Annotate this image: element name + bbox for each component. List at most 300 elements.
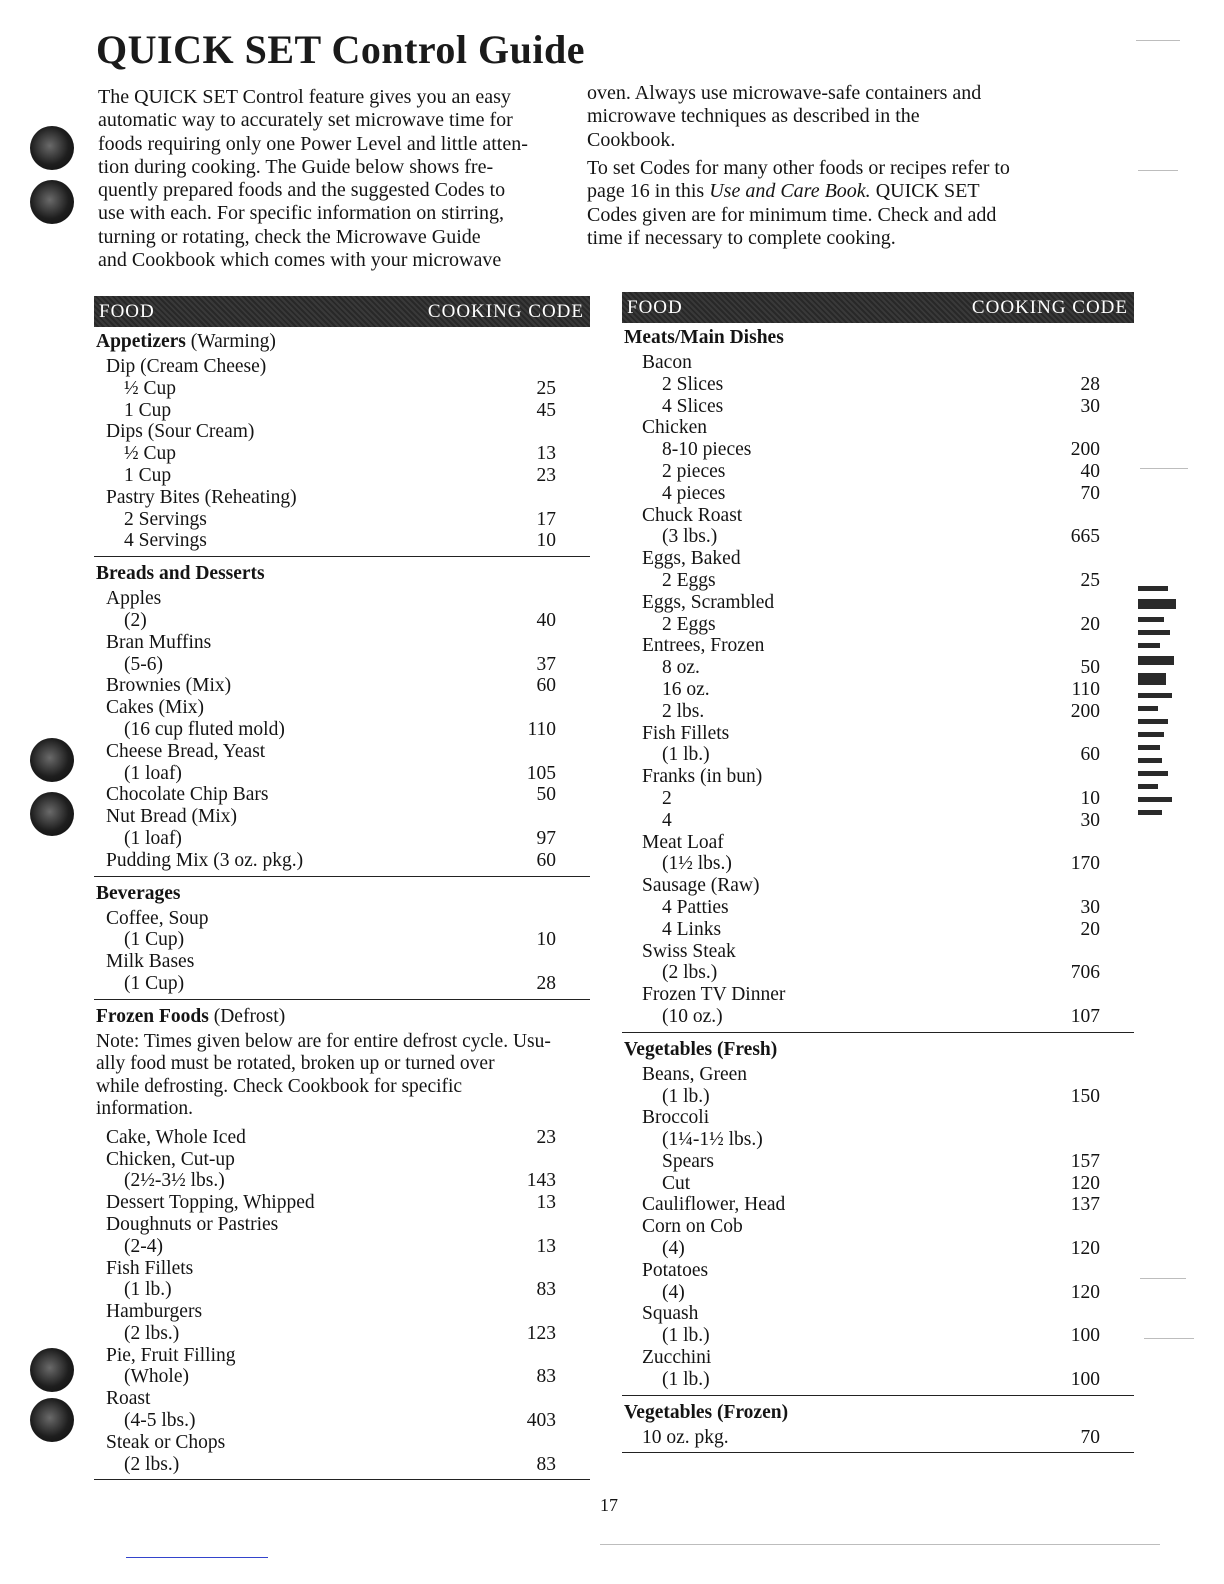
food-label: (16 cup fluted mold) bbox=[124, 718, 285, 740]
table-row bbox=[622, 1427, 1134, 1449]
table-row bbox=[622, 483, 1134, 505]
table-row bbox=[94, 509, 590, 531]
cooking-code: 170 bbox=[1070, 853, 1100, 875]
section-divider bbox=[94, 876, 590, 877]
header-food-label: FOOD bbox=[99, 300, 155, 322]
food-label: Fish Fillets bbox=[106, 1257, 194, 1279]
table-row bbox=[622, 374, 1134, 396]
food-label: Steak or Chops bbox=[106, 1431, 226, 1453]
intro-line: page 16 in this Use and Care Book. QUICK SET bbox=[587, 180, 980, 203]
note-line: Note: Times given below are for entire defrost cycle. Usu- bbox=[96, 1030, 551, 1052]
cooking-code: 110 bbox=[1071, 678, 1100, 700]
table-row bbox=[622, 919, 1134, 941]
table-row bbox=[94, 1388, 590, 1410]
food-label: Beans, Green bbox=[642, 1063, 748, 1085]
table-row bbox=[622, 461, 1134, 483]
food-label: (1 lb.) bbox=[662, 744, 710, 766]
cooking-code: 10 bbox=[536, 530, 556, 552]
cooking-code: 30 bbox=[1080, 809, 1100, 831]
food-label: Brownies (Mix) bbox=[106, 675, 232, 697]
food-label: 2 Slices bbox=[662, 373, 724, 395]
cooking-code: 13 bbox=[536, 1192, 556, 1214]
table-row bbox=[622, 1303, 1134, 1325]
table-row bbox=[622, 744, 1134, 766]
table-row bbox=[622, 701, 1134, 723]
food-label: Cheese Bread, Yeast bbox=[106, 740, 266, 762]
table-body bbox=[622, 323, 1134, 1453]
scan-edge-line bbox=[1144, 1338, 1194, 1339]
food-label: (5-6) bbox=[124, 653, 163, 675]
food-label: Coffee, Soup bbox=[106, 907, 209, 929]
table-row bbox=[94, 1214, 590, 1236]
cooking-code: 23 bbox=[536, 464, 556, 486]
section-title: Frozen Foods bbox=[96, 1005, 209, 1027]
cooking-code: 10 bbox=[1080, 787, 1100, 809]
food-label: 4 Links bbox=[662, 918, 722, 940]
table-row bbox=[94, 951, 590, 973]
intro-line: Cookbook. bbox=[587, 128, 676, 151]
binder-hole bbox=[30, 1348, 74, 1392]
food-label: (1½ lbs.) bbox=[662, 853, 732, 875]
food-label: Fish Fillets bbox=[642, 722, 730, 744]
header-cooking-code-label: COOKING CODE bbox=[971, 296, 1128, 318]
table-row bbox=[94, 421, 590, 443]
left-cooking-code-table bbox=[94, 296, 590, 1482]
food-label: Dips (Sour Cream) bbox=[106, 421, 255, 443]
table-row bbox=[94, 356, 590, 378]
cooking-code: 665 bbox=[1070, 526, 1100, 548]
food-label: 16 oz. bbox=[662, 678, 710, 700]
food-label: 2 bbox=[662, 787, 672, 809]
table-row bbox=[622, 984, 1134, 1006]
food-label: (4) bbox=[662, 1281, 685, 1303]
food-label: Chicken bbox=[642, 417, 707, 439]
table-row bbox=[94, 1301, 590, 1323]
food-label: (2½-3½ lbs.) bbox=[124, 1170, 225, 1192]
food-label: Cake, Whole Iced bbox=[106, 1126, 246, 1148]
intro-line: Codes given are for minimum time. Check and add bbox=[587, 203, 997, 226]
section-title-qualifier: (Warming) bbox=[190, 331, 276, 352]
note-line: information. bbox=[96, 1098, 193, 1120]
cooking-code: 20 bbox=[1080, 918, 1100, 940]
cooking-code: 83 bbox=[536, 1279, 556, 1301]
scan-edge-line bbox=[600, 1544, 1160, 1545]
food-label: (2 lbs.) bbox=[124, 1322, 180, 1344]
table-row bbox=[94, 697, 590, 719]
table-row bbox=[622, 1369, 1134, 1391]
food-label: Bran Muffins bbox=[106, 631, 212, 653]
food-label: Entrees, Frozen bbox=[642, 635, 765, 657]
table-row bbox=[622, 1216, 1134, 1238]
food-label: 8 oz. bbox=[662, 657, 700, 679]
table-row bbox=[622, 570, 1134, 592]
intro-line: automatic way to accurately set microwave time for bbox=[98, 109, 513, 132]
section-divider bbox=[94, 556, 590, 557]
table-row bbox=[622, 614, 1134, 636]
food-label: 2 pieces bbox=[662, 460, 726, 482]
cooking-code: 110 bbox=[527, 718, 556, 740]
cooking-code: 30 bbox=[1080, 896, 1100, 918]
food-label: (3 lbs.) bbox=[662, 526, 718, 548]
cooking-code: 30 bbox=[1080, 395, 1100, 417]
binder-hole bbox=[30, 738, 74, 782]
table-row bbox=[622, 526, 1134, 548]
cooking-code: 50 bbox=[536, 784, 556, 806]
table-row bbox=[94, 1236, 590, 1258]
table-row bbox=[94, 1170, 590, 1192]
table-row bbox=[622, 1238, 1134, 1260]
table-row bbox=[94, 1432, 590, 1454]
table-row bbox=[622, 548, 1134, 570]
note-line: ally food must be rotated, broken up or turned over bbox=[96, 1053, 495, 1075]
food-label: 2 Servings bbox=[124, 508, 207, 530]
cooking-code: 97 bbox=[536, 827, 556, 849]
table-row bbox=[622, 832, 1134, 854]
intro-line: tion during cooking. The Guide below shows fre- bbox=[98, 155, 494, 178]
cooking-code: 20 bbox=[1080, 613, 1100, 635]
food-label: 4 Servings bbox=[124, 530, 207, 552]
food-label: Dessert Topping, Whipped bbox=[106, 1192, 315, 1214]
cooking-code: 105 bbox=[526, 762, 556, 784]
cooking-code: 40 bbox=[536, 609, 556, 631]
cooking-code: 25 bbox=[1080, 569, 1100, 591]
food-label: Sausage (Raw) bbox=[642, 875, 760, 897]
table-row bbox=[94, 610, 590, 632]
table-row bbox=[622, 1006, 1134, 1028]
section-divider bbox=[94, 1479, 590, 1480]
intro-line: turning or rotating, check the Microwave Guide bbox=[98, 225, 481, 248]
food-label: 2 Eggs bbox=[662, 613, 716, 635]
food-label: 4 bbox=[662, 809, 672, 831]
cooking-code: 60 bbox=[536, 849, 556, 871]
food-label: Swiss Steak bbox=[642, 940, 736, 962]
section-title: Vegetables (Fresh) bbox=[624, 1038, 778, 1060]
cooking-code: 157 bbox=[1070, 1150, 1100, 1172]
table-row bbox=[94, 929, 590, 951]
table-row bbox=[622, 723, 1134, 745]
food-label: 1 Cup bbox=[124, 399, 172, 421]
intro-right-paragraph-1 bbox=[587, 82, 1067, 152]
cooking-code: 123 bbox=[526, 1322, 556, 1344]
table-row bbox=[622, 810, 1134, 832]
table-row bbox=[622, 1129, 1134, 1151]
table-row bbox=[94, 1323, 590, 1345]
table-row bbox=[622, 679, 1134, 701]
food-label: Pastry Bites (Reheating) bbox=[106, 486, 297, 508]
food-label: (10 oz.) bbox=[662, 1005, 723, 1027]
food-label: Dip (Cream Cheese) bbox=[106, 356, 267, 377]
food-label: Pudding Mix (3 oz. pkg.) bbox=[106, 849, 304, 871]
cooking-code: 70 bbox=[1080, 1426, 1100, 1448]
table-row bbox=[622, 941, 1134, 963]
section-divider bbox=[622, 1032, 1134, 1033]
table-row bbox=[622, 1086, 1134, 1108]
page-number: 17 bbox=[600, 1495, 618, 1515]
food-label: Chicken, Cut-up bbox=[106, 1148, 235, 1170]
cooking-code: 706 bbox=[1070, 962, 1100, 984]
header-cooking-code-label: COOKING CODE bbox=[427, 300, 584, 322]
cooking-code: 28 bbox=[536, 972, 556, 994]
table-row bbox=[622, 592, 1134, 614]
scan-edge-line bbox=[1140, 468, 1188, 469]
food-label: Cakes (Mix) bbox=[106, 697, 205, 719]
table-row bbox=[622, 875, 1134, 897]
table-row bbox=[622, 352, 1134, 374]
table-row bbox=[94, 741, 590, 763]
binder-hole bbox=[30, 792, 74, 836]
food-label: Eggs, Baked bbox=[642, 548, 741, 570]
cooking-code: 40 bbox=[1080, 460, 1100, 482]
food-label: Spears bbox=[662, 1150, 714, 1172]
intro-line: quently prepared foods and the suggested Codes to bbox=[98, 179, 506, 202]
table-row bbox=[94, 1410, 590, 1432]
table-row bbox=[94, 530, 590, 552]
food-label: Apples bbox=[106, 588, 162, 610]
food-label: Meat Loaf bbox=[642, 831, 724, 853]
food-label: 8-10 pieces bbox=[662, 439, 752, 461]
food-label: Zucchini bbox=[642, 1347, 712, 1369]
food-label: ½ Cup bbox=[124, 377, 177, 399]
table-row bbox=[94, 1454, 590, 1476]
cooking-code: 28 bbox=[1080, 373, 1100, 395]
section-divider bbox=[622, 1395, 1134, 1396]
table-row bbox=[94, 487, 590, 509]
food-label: (1 lb.) bbox=[662, 1325, 710, 1347]
section-title: Vegetables (Frozen) bbox=[624, 1401, 789, 1423]
intro-line: use with each. For specific information on stirring, bbox=[98, 202, 505, 225]
section-heading bbox=[622, 323, 1134, 352]
table-row bbox=[622, 853, 1134, 875]
food-label: Chuck Roast bbox=[642, 504, 743, 526]
cooking-code: 17 bbox=[536, 508, 556, 530]
table-row bbox=[94, 1127, 590, 1149]
table-row bbox=[622, 657, 1134, 679]
food-label: Broccoli bbox=[642, 1107, 710, 1129]
table-row bbox=[622, 1064, 1134, 1086]
cooking-code: 150 bbox=[1070, 1085, 1100, 1107]
table-row bbox=[622, 1151, 1134, 1173]
food-label: Cut bbox=[662, 1172, 691, 1194]
cooking-code: 107 bbox=[1070, 1005, 1100, 1027]
intro-left-paragraph bbox=[98, 86, 568, 272]
cooking-code: 70 bbox=[1080, 482, 1100, 504]
table-row bbox=[94, 1258, 590, 1280]
intro-line: To set Codes for many other foods or recipes refer to bbox=[587, 157, 1010, 179]
table-row bbox=[94, 400, 590, 422]
cooking-code: 37 bbox=[536, 653, 556, 675]
table-row bbox=[94, 654, 590, 676]
cooking-code: 120 bbox=[1070, 1281, 1100, 1303]
table-header bbox=[94, 296, 590, 327]
food-label: 4 Slices bbox=[662, 395, 724, 417]
food-label: Bacon bbox=[642, 352, 692, 373]
scan-artifact-marks bbox=[1138, 586, 1188, 823]
table-row bbox=[622, 1194, 1134, 1216]
cooking-code: 403 bbox=[526, 1410, 556, 1432]
section-title: Appetizers bbox=[96, 331, 186, 352]
cooking-code: 45 bbox=[536, 399, 556, 421]
section-title: Beverages bbox=[96, 882, 181, 904]
table-row bbox=[622, 1325, 1134, 1347]
cooking-code: 23 bbox=[536, 1126, 556, 1148]
table-row bbox=[622, 417, 1134, 439]
food-label: (2-4) bbox=[124, 1235, 163, 1257]
cooking-code: 25 bbox=[536, 377, 556, 399]
food-label: 4 Patties bbox=[662, 896, 729, 918]
table-row bbox=[622, 1260, 1134, 1282]
book-title-emphasis: Use and Care Book. bbox=[709, 180, 871, 203]
section-note bbox=[94, 1031, 590, 1121]
table-row bbox=[94, 1366, 590, 1388]
binder-hole bbox=[30, 126, 74, 170]
food-label: (1 loaf) bbox=[124, 827, 182, 849]
food-label: Cauliflower, Head bbox=[642, 1194, 786, 1216]
food-label: (1 lb.) bbox=[662, 1368, 710, 1390]
food-label: Eggs, Scrambled bbox=[642, 591, 775, 613]
cooking-code: 10 bbox=[536, 929, 556, 951]
food-label: (2) bbox=[124, 609, 147, 631]
food-label: Corn on Cob bbox=[642, 1216, 743, 1238]
table-row bbox=[622, 439, 1134, 461]
food-label: (1 loaf) bbox=[124, 762, 182, 784]
table-row bbox=[94, 465, 590, 487]
food-label: 2 Eggs bbox=[662, 569, 716, 591]
table-row bbox=[94, 1279, 590, 1301]
table-row bbox=[94, 443, 590, 465]
cooking-code: 60 bbox=[536, 675, 556, 697]
table-row bbox=[94, 675, 590, 697]
food-label: Hamburgers bbox=[106, 1301, 203, 1323]
table-row bbox=[94, 719, 590, 741]
table-row bbox=[622, 635, 1134, 657]
food-label: Squash bbox=[642, 1303, 699, 1325]
section-heading bbox=[94, 327, 590, 356]
intro-line: oven. Always use microwave-safe containers and bbox=[587, 82, 982, 104]
food-label: (1 Cup) bbox=[124, 929, 185, 951]
right-cooking-code-table bbox=[622, 292, 1134, 1455]
food-label: 2 lbs. bbox=[662, 700, 705, 722]
food-label: Doughnuts or Pastries bbox=[106, 1213, 279, 1235]
table-row bbox=[622, 396, 1134, 418]
food-label: ½ Cup bbox=[124, 443, 177, 465]
cooking-code: 200 bbox=[1070, 700, 1100, 722]
bottom-blue-line bbox=[126, 1557, 268, 1558]
section-title-qualifier: (Defrost) bbox=[213, 1005, 286, 1027]
scan-edge-line bbox=[1140, 1278, 1186, 1279]
food-label: (2 lbs.) bbox=[662, 962, 718, 984]
page-title: QUICK SET Control Guide bbox=[96, 27, 586, 72]
food-label: (Whole) bbox=[124, 1366, 189, 1388]
cooking-code: 13 bbox=[536, 443, 556, 465]
table-row bbox=[94, 784, 590, 806]
cooking-code: 120 bbox=[1070, 1238, 1100, 1260]
table-row bbox=[622, 505, 1134, 527]
table-row bbox=[622, 766, 1134, 788]
table-row bbox=[94, 850, 590, 872]
table-row bbox=[622, 962, 1134, 984]
food-label: (1¼-1½ lbs.) bbox=[662, 1129, 763, 1151]
table-row bbox=[94, 588, 590, 610]
food-label: Chocolate Chip Bars bbox=[106, 784, 269, 806]
cooking-code: 137 bbox=[1070, 1194, 1100, 1216]
food-label: Pie, Fruit Filling bbox=[106, 1344, 236, 1366]
table-row bbox=[622, 897, 1134, 919]
table-row bbox=[94, 1192, 590, 1214]
table-row bbox=[94, 1345, 590, 1367]
table-row bbox=[622, 788, 1134, 810]
cooking-code: 83 bbox=[536, 1453, 556, 1475]
food-label: Frozen TV Dinner bbox=[642, 984, 786, 1006]
food-label: (2 lbs.) bbox=[124, 1453, 180, 1475]
intro-line: The QUICK SET Control feature gives you an easy bbox=[98, 86, 511, 108]
scan-edge-line bbox=[1136, 40, 1180, 41]
food-label: Potatoes bbox=[642, 1259, 709, 1281]
section-heading bbox=[94, 559, 590, 588]
food-label: 1 Cup bbox=[124, 464, 172, 486]
binder-hole bbox=[30, 180, 74, 224]
section-heading bbox=[622, 1035, 1134, 1064]
section-title: Breads and Desserts bbox=[96, 563, 265, 585]
food-label: 4 pieces bbox=[662, 482, 726, 504]
table-row bbox=[94, 632, 590, 654]
section-heading bbox=[94, 879, 590, 908]
table-header bbox=[622, 292, 1134, 323]
table-row bbox=[94, 828, 590, 850]
cooking-code: 200 bbox=[1070, 439, 1100, 461]
section-heading bbox=[622, 1398, 1134, 1427]
section-divider bbox=[622, 1452, 1134, 1453]
cooking-code: 143 bbox=[526, 1170, 556, 1192]
food-label: (1 lb.) bbox=[662, 1085, 710, 1107]
table-row bbox=[94, 763, 590, 785]
food-label: Milk Bases bbox=[106, 951, 195, 973]
cooking-code: 100 bbox=[1070, 1325, 1100, 1347]
table-row bbox=[94, 973, 590, 995]
scan-edge-line bbox=[1138, 170, 1178, 171]
food-label: (4-5 lbs.) bbox=[124, 1410, 196, 1432]
table-row bbox=[94, 806, 590, 828]
food-label: (1 lb.) bbox=[124, 1279, 172, 1301]
food-label: (1 Cup) bbox=[124, 972, 185, 994]
section-divider bbox=[94, 999, 590, 1000]
table-row bbox=[622, 1173, 1134, 1195]
intro-right-paragraph-2 bbox=[587, 157, 1067, 250]
intro-line: microwave techniques as described in the bbox=[587, 105, 920, 128]
section-title: Meats/Main Dishes bbox=[624, 327, 784, 348]
intro-line: time if necessary to complete cooking. bbox=[587, 226, 896, 249]
food-label: (4) bbox=[662, 1238, 685, 1260]
note-line: while defrosting. Check Cookbook for specific bbox=[96, 1075, 463, 1097]
food-label: 10 oz. pkg. bbox=[642, 1426, 729, 1448]
intro-line: foods requiring only one Power Level and little atten- bbox=[98, 132, 528, 155]
table-row bbox=[622, 1347, 1134, 1369]
food-label: Franks (in bun) bbox=[642, 766, 763, 788]
cooking-code: 100 bbox=[1070, 1368, 1100, 1390]
table-row bbox=[622, 1282, 1134, 1304]
cooking-code: 50 bbox=[1080, 657, 1100, 679]
food-label: Roast bbox=[106, 1388, 151, 1410]
header-food-label: FOOD bbox=[627, 296, 683, 318]
cooking-code: 60 bbox=[1080, 744, 1100, 766]
table-body bbox=[94, 327, 590, 1480]
table-row bbox=[94, 1149, 590, 1171]
table-row bbox=[94, 908, 590, 930]
table-row bbox=[622, 1107, 1134, 1129]
section-heading bbox=[94, 1002, 590, 1031]
cooking-code: 13 bbox=[536, 1235, 556, 1257]
food-label: Nut Bread (Mix) bbox=[106, 806, 238, 828]
intro-line: and Cookbook which comes with your microwave bbox=[98, 249, 502, 272]
